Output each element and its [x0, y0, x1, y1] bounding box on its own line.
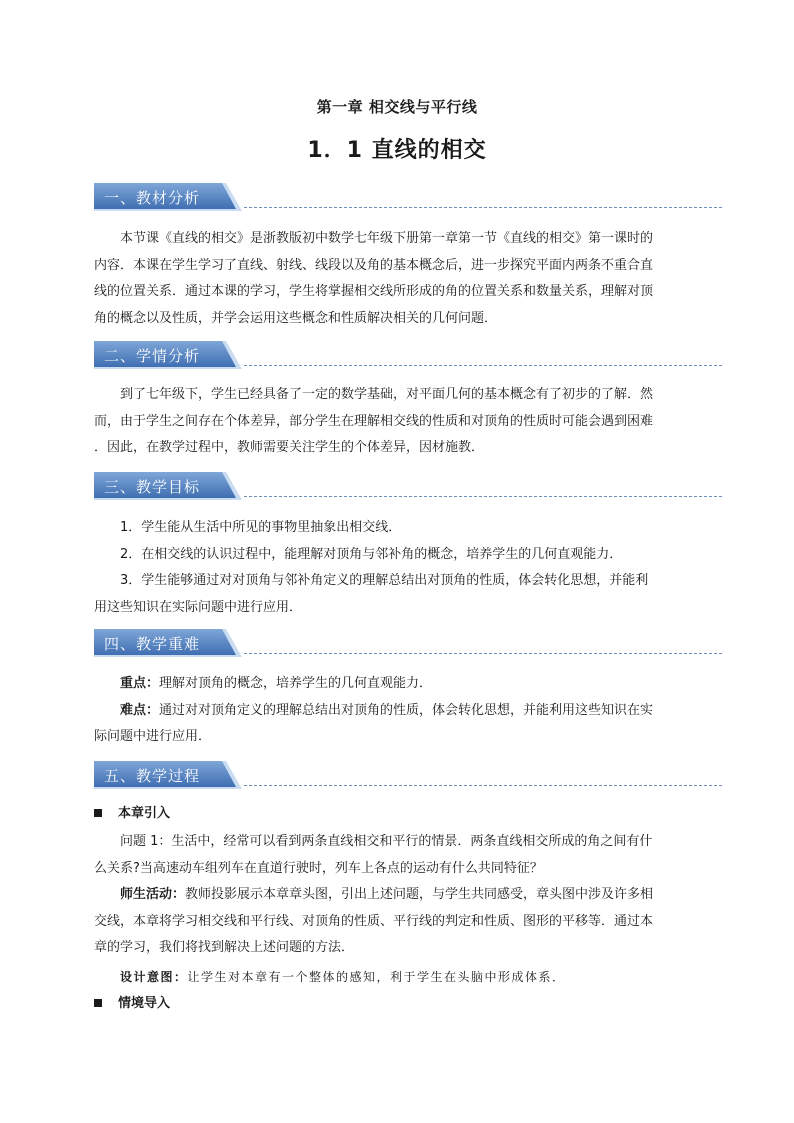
paragraph-textbook-analysis-cont [94, 253, 700, 333]
activity-text: 教师投影展示本章章头图，引出上述问题，与学生共同感受，章头图中涉及许多相 [185, 887, 654, 902]
section-heading-text: 四、教学重难 [104, 635, 201, 653]
square-bullet-icon [94, 809, 102, 817]
section-heading-text: 一、教材分析 [104, 189, 201, 207]
section-heading-text: 三、教学目标 [104, 478, 201, 496]
key-point-label: 重点： [120, 676, 160, 691]
dashed-divider [244, 207, 722, 208]
key-point [94, 671, 700, 698]
subsection-chapter-intro [94, 804, 700, 824]
square-bullet-icon [94, 999, 102, 1007]
difficult-point-label: 难点： [120, 702, 160, 718]
text-line: 用这些知识在实际问题中进行应用． [94, 599, 303, 615]
objective-item-1 [94, 515, 700, 542]
text-line: 到了七年级下，学生已经具备了一定的数学基础，对平面几何的基本概念有了初步的了解．然 [120, 387, 654, 402]
dashed-divider [244, 496, 722, 497]
question-1-cont [94, 856, 700, 883]
chapter-title: 第一章 相交线与平行线 [316, 98, 478, 116]
dashed-divider [244, 365, 722, 366]
design-intent [94, 964, 700, 991]
text-line: 3．学生能够通过对对顶角与邻补角定义的理解总结出对顶角的性质，体会转化思想，并能利 [120, 573, 649, 588]
objective-item-2 [94, 542, 700, 569]
key-point-text: 理解对顶角的概念，培养学生的几何直观能力． [159, 676, 433, 691]
paragraph-student-analysis [94, 382, 700, 409]
design-intent-label: 设计意图： [120, 970, 188, 984]
text-line: 交线，本章将学习相交线和平行线、对顶角的性质、平行线的判定和性质、图形的平移等．通过本 [94, 913, 654, 929]
section-heading-text: 二、学情分析 [104, 347, 201, 365]
paragraph-student-analysis-cont [94, 409, 700, 462]
text-line: 角的概念以及性质，并学会运用这些概念和性质解决相关的几何问题． [94, 310, 498, 326]
subsection-scenario-intro [94, 994, 700, 1014]
subsection-title: 情境导入 [118, 996, 171, 1011]
paragraph-textbook-analysis [94, 226, 700, 253]
subsection-title: 本章引入 [118, 806, 171, 821]
section-heading-4 [94, 629, 722, 659]
objective-item-3 [94, 568, 700, 595]
text-line: 线的位置关系．通过本课的学习，学生将掌握相交线所形成的角的位置关系和数量关系，理解对顶 [94, 284, 654, 299]
question-1 [94, 829, 700, 856]
section-heading-1 [94, 183, 722, 213]
section-heading-text: 五、教学过程 [104, 767, 201, 785]
text-line: 1．学生能从生活中所见的事物里抽象出相交线． [120, 520, 402, 535]
text-line: ．因此，在教学过程中，教师需要关注学生的个体差异，因材施教． [94, 440, 485, 455]
section-heading-2 [94, 341, 722, 371]
text-line: 而，由于学生之间存在个体差异，部分学生在理解相交线的性质和对顶角的性质时可能会遇到困难 [94, 413, 654, 429]
section-heading-3 [94, 472, 722, 502]
teacher-student-activity [94, 882, 700, 909]
activity-label: 师生活动： [120, 887, 186, 902]
design-intent-text: 让学生对本章有一个整体的感知，利于学生在头脑中形成体系． [187, 970, 566, 984]
dashed-divider [244, 785, 722, 786]
text-line: 么关系?当高速动车组列车在直道行驶时，列车上各点的运动有什么共同特征？ [94, 860, 543, 876]
difficult-point-cont [94, 724, 700, 751]
section-heading-5 [94, 761, 722, 791]
text-line: 章的学习，我们将找到解决上述问题的方法． [94, 940, 355, 955]
text-line: 内容．本课在学生学习了直线、射线、线段以及角的基本概念后，进一步探究平面内两条不重合直 [94, 257, 654, 273]
text-line: 问题 1：生活中，经常可以看到两条直线相交和平行的情景．两条直线相交所成的角之间有什 [120, 834, 653, 849]
dashed-divider [244, 653, 722, 654]
text-line: 际问题中进行应用． [94, 729, 212, 744]
objective-item-3-cont [94, 595, 700, 622]
text-line: 本节课《直线的相交》是浙教版初中数学七年级下册第一章第一节《直线的相交》第一课时的 [120, 231, 654, 246]
difficult-point-text: 通过对对顶角定义的理解总结出对顶角的性质，体会转化思想，并能利用这些知识在实 [159, 702, 654, 718]
difficult-point [94, 698, 700, 725]
text-line: 2．在相交线的认识过程中，能理解对顶角与邻补角的概念，培养学生的几何直观能力． [120, 546, 623, 562]
lesson-title: 1．1 直线的相交 [307, 138, 487, 163]
teacher-student-activity-cont [94, 909, 700, 962]
